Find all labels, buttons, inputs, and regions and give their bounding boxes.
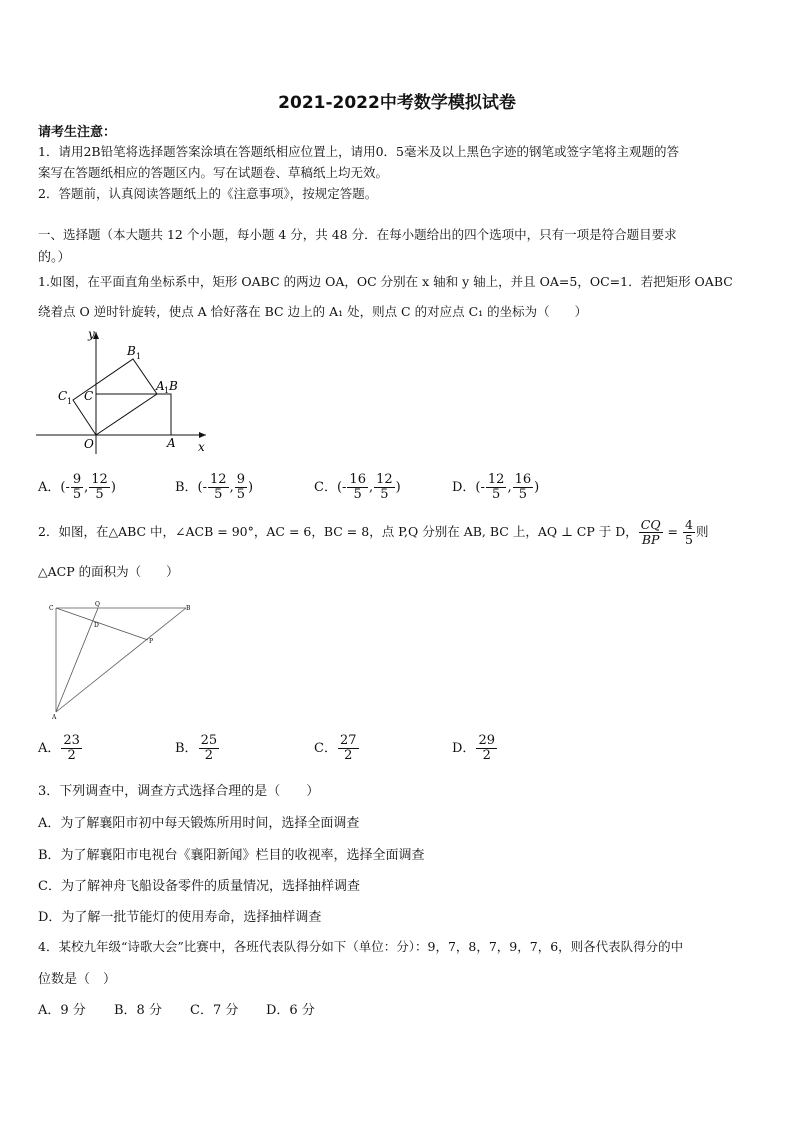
page-title: 2021-2022中考数学模拟试卷: [278, 93, 516, 113]
q2-label-d: D: [94, 622, 99, 629]
q1-option-a-num1: 9: [72, 472, 82, 487]
q2-stem-line2: △ACP 的面积为（ ）: [38, 564, 179, 579]
q1-option-d-comma: ,: [507, 480, 512, 495]
q1-option-b-den1: 5: [214, 487, 223, 502]
q1-option-b-den2: 5: [236, 487, 245, 502]
q1-figure: [36, 326, 216, 456]
q2-option-a-den: 2: [67, 748, 76, 763]
q1-option-d-num2: 16: [514, 472, 532, 487]
q2-label-p: P: [149, 638, 154, 645]
section-heading: 一、选择题（本大题共 12 个小题，每小题 4 分，共 48 分．在每小题给出的四个选项中，只有一项是符合题目要求: [38, 227, 677, 242]
q1-option-d: [452, 473, 539, 502]
q2-frac2-num: 4: [685, 517, 693, 532]
notice-item-2: 2．答题前，认真阅读答题纸上的《注意事项》，按规定答题。: [38, 186, 378, 201]
q2-option-c-den: 2: [344, 748, 353, 763]
q1-label-b1: B: [127, 344, 136, 358]
q1-stem-line2: 绕着点 O 逆时针旋转，使点 A 恰好落在 BC 边上的 A₁ 处，则点 C 的对应点 C₁ 的坐标为（ ）: [38, 304, 588, 319]
q1-option-d-den2: 5: [518, 487, 527, 502]
q4-option-c: C．7 分: [190, 1003, 239, 1018]
q2-option-a-num: 23: [63, 733, 80, 748]
q2-label-a: A: [52, 714, 57, 721]
notice-item-1: 1．请用2B铅笔将选择题答案涂填在答题纸相应位置上，请用0．5毫米及以上黑色字迹的钢笔或签字笔将主观题的答: [38, 144, 679, 159]
q1-option-c-den1: 5: [353, 487, 362, 502]
q2-equals: =: [663, 524, 682, 539]
q1-label-a: A: [167, 436, 176, 450]
q2-frac-num: CQ: [640, 517, 661, 532]
q3-stem: 3．下列调查中，调查方式选择合理的是（ ）: [38, 784, 320, 799]
q2-stem-text: 2．如图，在△ABC 中，∠ACB = 90°，AC = 6，BC = 8，点 P,Q 分别在 AB, BC 上，AQ ⊥ CP 于 D，: [38, 524, 638, 539]
q1-option-c-label: C．(-: [314, 480, 347, 495]
q1-option-b-num1: 12: [210, 472, 227, 487]
q4-option-b: B．8 分: [114, 1003, 162, 1018]
q1-option-c-num1: 16: [349, 472, 366, 487]
notice-heading: 请考生注意：: [38, 125, 117, 140]
q1-label-x: x: [198, 440, 205, 454]
q2-stem-line1: [38, 518, 708, 547]
q1-option-c-den2: 5: [380, 487, 389, 502]
q2-label-q: Q: [95, 601, 100, 608]
q3-option-d: D．为了解一批节能灯的使用寿命，选择抽样调查: [38, 910, 322, 925]
q1-label-b1-sub: 1: [136, 352, 142, 361]
q2-figure: [48, 600, 198, 722]
q1-option-b: [175, 473, 253, 502]
q1-label-b: B: [169, 379, 178, 393]
q1-option-d-num1: 12: [487, 472, 505, 487]
q2-label-b: B: [186, 605, 191, 612]
q4-stem-line2: 位数是（ ）: [38, 972, 117, 987]
q1-stem-line1: 1.如图，在平面直角坐标系中，矩形 OABC 的两边 OA，OC 分别在 x 轴和 y 轴上，并且 OA=5，OC=1．若把矩形 OABC: [38, 274, 733, 289]
q2-option-a-label: A．: [38, 741, 61, 756]
q2-option-b-den: 2: [204, 748, 213, 763]
q2-label-c: C: [49, 605, 54, 612]
q1-label-c1: C: [58, 389, 68, 403]
q1-option-d-close: ): [534, 480, 540, 495]
q1-option-a: [38, 473, 116, 502]
q1-label-a1-sub: 1: [164, 386, 170, 395]
q1-label-c: C: [84, 389, 94, 403]
q2-stem-end: 则: [695, 524, 709, 539]
q1-option-d-label: D．(-: [452, 480, 485, 495]
section-heading-cont: 的。）: [38, 250, 71, 265]
q2-option-d: [452, 734, 498, 763]
q1-option-c-num2: 12: [376, 472, 393, 487]
q2-frac-den: BP: [641, 532, 660, 547]
q3-option-c: C．为了解神舟飞船设备零件的质量情况，选择抽样调查: [38, 879, 360, 894]
q1-option-c: [314, 473, 401, 502]
q4-option-a: A．9 分: [38, 1003, 86, 1018]
q2-option-c: [314, 734, 360, 763]
q1-option-a-num2: 12: [91, 472, 108, 487]
q2-option-d-label: D．: [452, 741, 476, 756]
q1-option-b-close: ): [248, 480, 254, 495]
q1-option-a-den2: 5: [95, 487, 104, 502]
q2-option-d-den: 2: [482, 748, 491, 763]
notice-item-1-cont: 案写在答题纸相应的答题区内。写在试题卷、草稿纸上均无效。: [38, 165, 389, 180]
q4-stem-line1: 4．某校九年级“诗歌大会”比赛中，各班代表队得分如下（单位：分）：9，7，8，7，9，7，6，则各代表队得分的中: [38, 939, 684, 954]
q1-label-a1: A: [156, 379, 165, 393]
q1-option-a-label: A．(-: [38, 480, 70, 495]
q1-option-a-close: ): [110, 480, 116, 495]
q3-option-a: A．为了解襄阳市初中每天锻炼所用时间，选择全面调查: [38, 816, 360, 831]
q2-option-d-num: 29: [478, 733, 495, 748]
q1-option-a-den1: 5: [72, 487, 82, 502]
q1-label-y: y: [88, 327, 95, 341]
q2-option-c-label: C．: [314, 741, 337, 756]
q1-label-o: O: [84, 437, 94, 451]
q1-option-c-comma: ,: [368, 480, 374, 495]
q3-option-b: B．为了解襄阳市电视台《襄阳新闻》栏目的收视率，选择全面调查: [38, 848, 425, 863]
q1-option-a-comma: ,: [84, 480, 89, 495]
q2-frac2-den: 5: [685, 532, 693, 547]
q1-option-b-comma: ,: [229, 480, 234, 495]
q4-option-d: D．6 分: [266, 1003, 315, 1018]
q2-option-b-num: 25: [200, 733, 218, 748]
q1-option-b-label: B．(-: [175, 480, 208, 495]
q1-option-c-close: ): [395, 480, 401, 495]
q1-option-d-den1: 5: [492, 487, 501, 502]
q2-option-c-num: 27: [339, 733, 357, 748]
q2-option-a: [38, 734, 83, 763]
q2-option-b: [175, 734, 220, 763]
q1-label-c1-sub: 1: [67, 397, 73, 406]
q2-option-b-label: B．: [175, 741, 198, 756]
q1-option-b-num2: 9: [236, 472, 245, 487]
